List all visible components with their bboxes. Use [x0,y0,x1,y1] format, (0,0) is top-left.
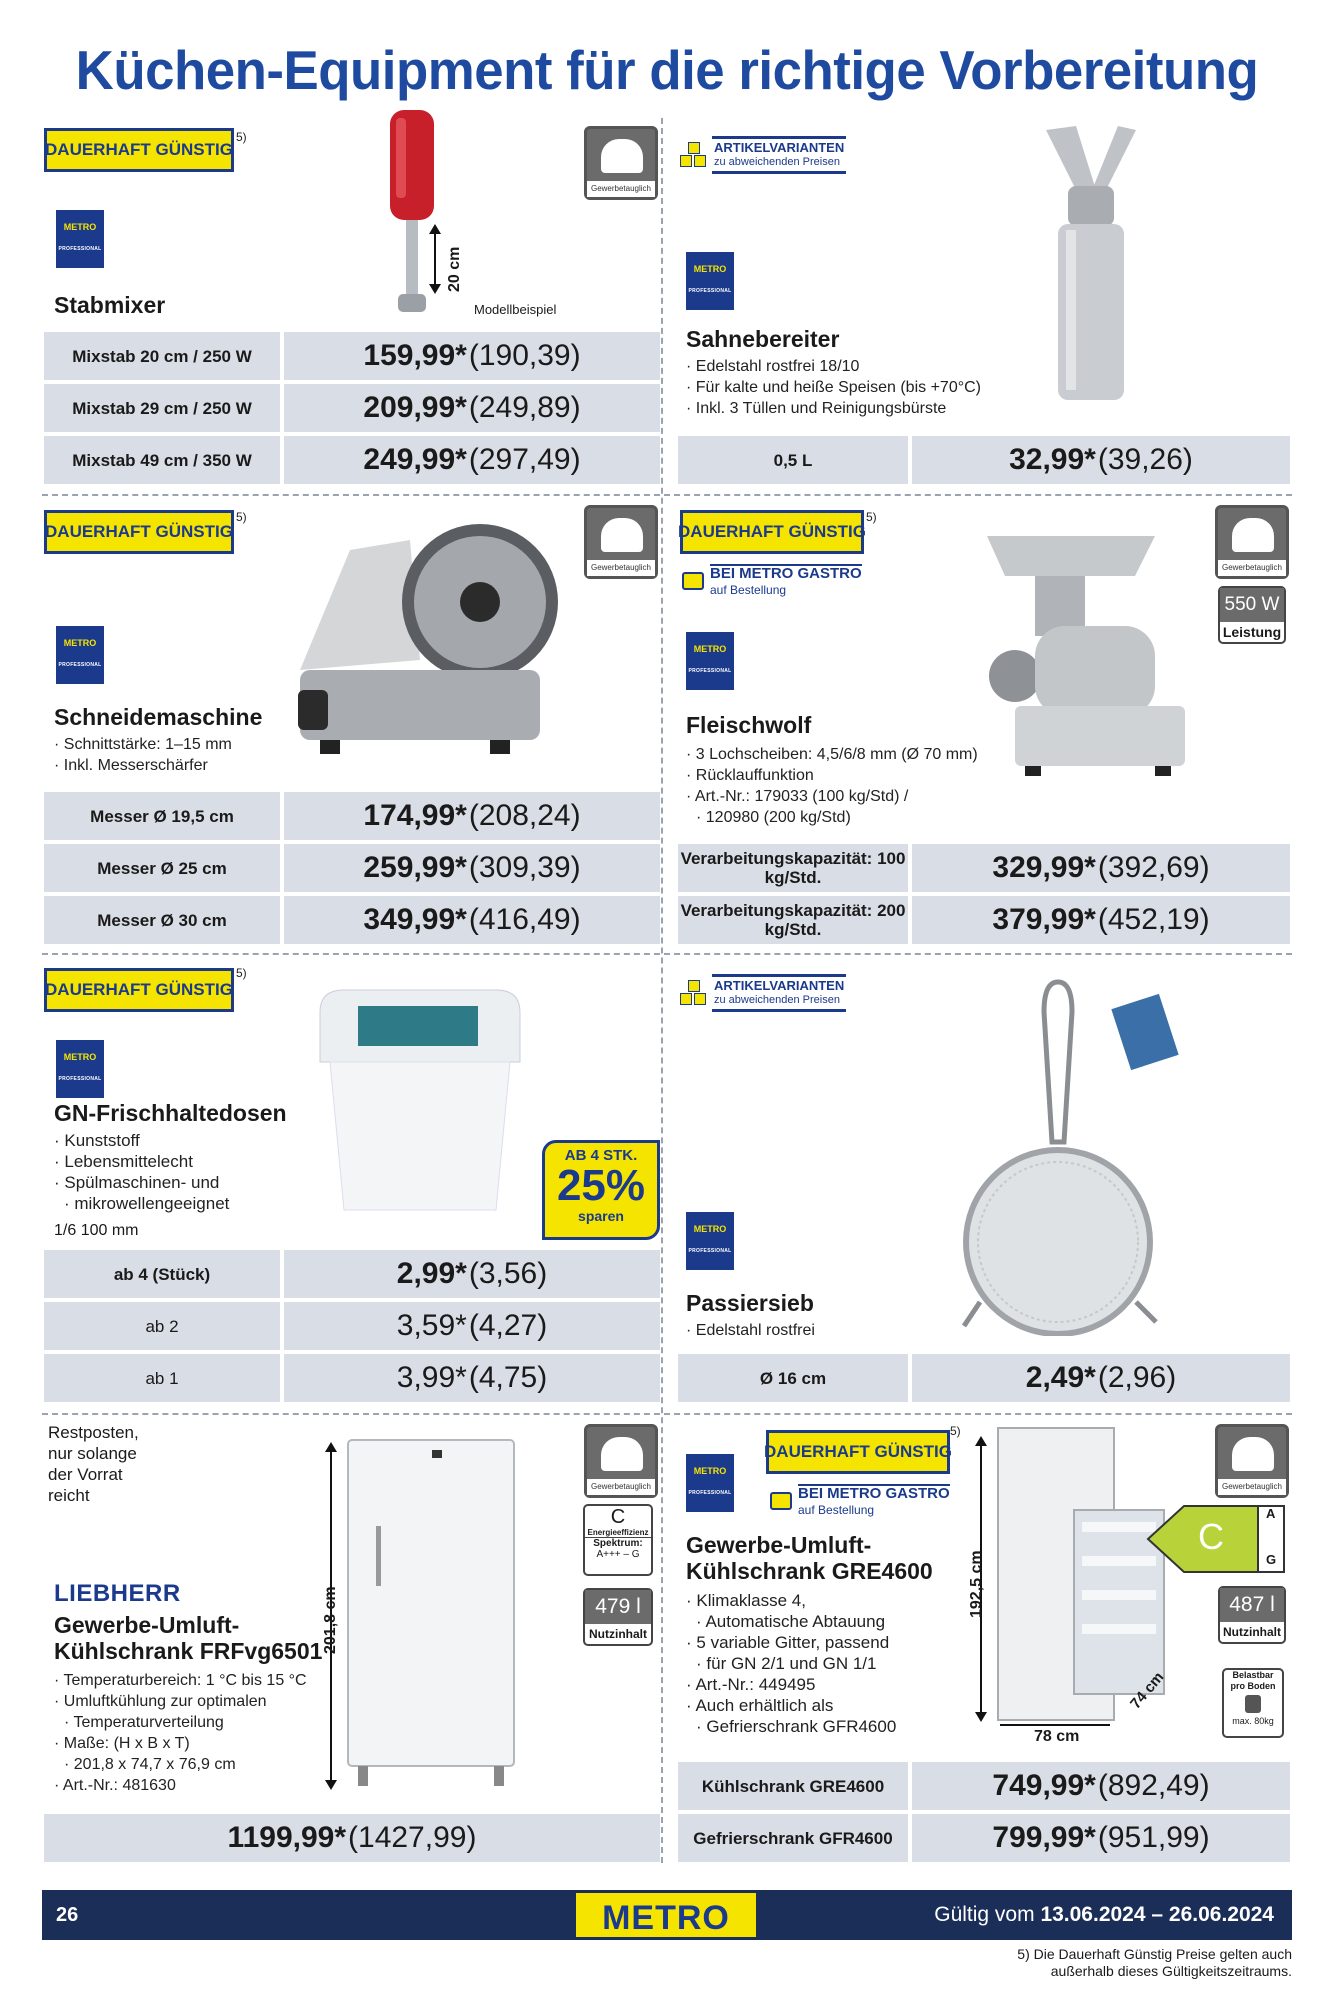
promo-badge: AB 4 STK. 25% sparen [542,1140,660,1240]
price-row: Mixstab 20 cm / 250 W 159,99* (190,39) [44,332,660,380]
price-row: Verarbeitungskapazität: 100 kg/Std. 329,99* (392,69) [678,844,1290,892]
chef-hat-icon [601,1437,643,1471]
gewerbetauglich-badge: Gewerbetauglich [584,126,658,200]
footnote-marker: 5) [236,510,247,524]
dauerhaft-guenstig-badge: DAUERHAFT GÜNSTIG [766,1430,950,1474]
liebherr-fridge-image [344,1436,520,1790]
dauerhaft-guenstig-badge: DAUERHAFT GÜNSTIG [44,128,234,172]
size-label: 1/6 100 mm [54,1222,139,1239]
bullet-list: · 3 Lochscheiben: 4,5/6/8 mm (Ø 70 mm) · Rücklauffunktion · Art.-Nr.: 179033 (100 kg/Std) / · 120980 (200 kg/Std) [686,744,978,828]
price-row: Verarbeitungskapazität: 200 kg/Std. 379,99* (452,19) [678,896,1290,944]
chat-bubble-icon [770,1492,792,1510]
energy-class-letter: C [1198,1516,1224,1557]
validity: Gültig vom 13.06.2024 – 26.06.2024 [934,1903,1274,1926]
depth-label: 74 cm [1127,1668,1168,1713]
footnote-marker: 5) [950,1424,961,1438]
gewerbetauglich-badge: Gewerbetauglich [1215,1424,1289,1498]
liebherr-logo: LIEBHERR [54,1580,181,1607]
footnote-marker: 5) [866,510,877,524]
price-row: Messer Ø 25 cm 259,99* (309,39) [44,844,660,892]
energy-top-label: A [1266,1506,1276,1521]
chat-bubble-icon [682,572,704,590]
row-divider-1 [42,494,1292,496]
bullet-list: · Edelstahl rostfrei 18/10 · Für kalte und heiße Speisen (bis +70°C) · Inkl. 3 Tüllen und Reinigungsbürste [686,356,981,419]
model-note: Modellbeispiel [474,302,557,317]
bullet-list: · Klimaklasse 4, · Automatische Abtauung · 5 variable Gitter, passend · für GN 2/1 und GN 1/1 · Art.-Nr.: 449495 · Auch erhältlich als · Gefrierschrank GFR4600 [686,1590,896,1737]
price-row: Mixstab 29 cm / 250 W 209,99* (249,89) [44,384,660,432]
height-ruler [434,228,436,290]
footer-note: 5) Die Dauerhaft Günstig Preise gelten auch außerhalb dieses Gültigkeitszeitraums. [1017,1946,1292,1979]
product-name: GN-Frischhaltedosen [54,1100,287,1126]
width-label: 78 cm [1034,1728,1080,1745]
price-row: Messer Ø 30 cm 349,99* (416,49) [44,896,660,944]
column-divider [661,118,663,1863]
chef-hat-icon [601,139,643,173]
bullet-list: · Schnittstärke: 1–15 mm · Inkl. Messerschärfer [54,734,232,776]
cubes-icon [680,980,708,1006]
metro-professional-logo: METRO PROFESSIONAL [686,252,734,310]
volume-badge: 487 l Nutzinhalt [1218,1586,1286,1644]
bullet-list: · Temperaturbereich: 1 °C bis 15 °C · Umluftkühlung zur optimalen · Temperaturverteilung · Maße: (H x B x T) · 201,8 x 74,7 x 76,9 cm · Art.-Nr.: 481630 [54,1670,307,1796]
row-divider-3 [42,1413,1292,1415]
price-row: Gefrierschrank GFR4600 799,99* (951,99) [678,1814,1290,1862]
product-name: Gewerbe-Umluft- Kühlschrank FRFvg6501 [54,1612,323,1664]
price-row: ab 2 3,59* (4,27) [44,1302,660,1350]
passiersieb-image [960,972,1200,1336]
power-badge: 550 W Leistung [1218,586,1286,644]
price-row: Ø 16 cm 2,49* (2,96) [678,1354,1290,1402]
load-badge: Belastbar pro Boden max. 80kg [1222,1668,1284,1738]
gewerbetauglich-badge: Gewerbetauglich [584,1424,658,1498]
dauerhaft-guenstig-badge: DAUERHAFT GÜNSTIG [680,510,864,554]
price-row: ab 4 (Stück) 2,99* (3,56) [44,1250,660,1298]
product-name: Passiersieb [686,1290,814,1316]
dauerhaft-guenstig-badge: DAUERHAFT GÜNSTIG [44,968,234,1012]
metro-professional-logo: METRO PROFESSIONAL [56,626,104,684]
page-title: Küchen-Equipment für die richtige Vorbereitung [75,39,1259,101]
page-number: 26 [56,1903,79,1926]
metro-logo: METRO [573,1890,759,1940]
product-name: Schneidemaschine [54,704,263,730]
price-row: 0,5 L 32,99* (39,26) [678,436,1290,484]
product-name: Sahnebereiter [686,326,840,352]
weight-icon [1245,1695,1261,1713]
bullet-list: · Kunststoff · Lebensmittelecht · Spülmaschinen- und · mikrowellengeeignet [54,1130,229,1214]
product-name: Fleischwolf [686,712,812,738]
metro-professional-logo: METRO PROFESSIONAL [686,632,734,690]
sahnebereiter-image [1036,120,1146,410]
schneidemaschine-image [290,520,570,770]
height-label: 201,8 cm [322,1586,339,1654]
footnote-marker: 5) [236,966,247,980]
bullet-list: · Edelstahl rostfrei [686,1320,815,1341]
price-row: Messer Ø 19,5 cm 174,99* (208,24) [44,792,660,840]
metro-professional-logo: METRO PROFESSIONAL [686,1212,734,1270]
cubes-icon [680,142,708,168]
width-ruler [1000,1724,1110,1726]
metro-professional-logo: METRO PROFESSIONAL [56,210,104,268]
metro-gastro-badge: BEI METRO GASTRO auf Bestellung [682,564,862,598]
artikelvarianten-badge: ARTIKELVARIANTEN zu abweichenden Preisen [680,136,846,174]
product-name: Stabmixer [54,292,166,318]
gewerbetauglich-badge: Gewerbetauglich [584,505,658,579]
price-row: Kühlschrank GRE4600 749,99* (892,49) [678,1762,1290,1810]
price-row: ab 1 3,99* (4,75) [44,1354,660,1402]
restposten-note: Restposten, nur solange der Vorrat reicht [48,1423,139,1505]
metro-professional-logo: METRO PROFESSIONAL [686,1454,734,1512]
chef-hat-icon [601,518,643,552]
volume-badge: 479 l Nutzinhalt [583,1588,653,1646]
metro-professional-logo: METRO PROFESSIONAL [56,1040,104,1098]
height-label: 20 cm [446,246,463,292]
price-row: Mixstab 49 cm / 350 W 249,99* (297,49) [44,436,660,484]
product-name: Gewerbe-Umluft- Kühlschrank GRE4600 [686,1532,933,1584]
energy-bottom-label: G [1266,1552,1277,1567]
chef-hat-icon [1232,1437,1274,1471]
metro-gastro-badge: BEI METRO GASTRO auf Bestellung [770,1484,950,1518]
price-row: 1199,99* (1427,99) [44,1814,660,1862]
fleischwolf-image [985,526,1205,786]
dauerhaft-guenstig-badge: DAUERHAFT GÜNSTIG [44,510,234,554]
chef-hat-icon [1232,518,1274,552]
row-divider-2 [42,953,1292,955]
energy-class-badge: C Energieeffizienz Spektrum: A+++ – G [583,1504,653,1576]
artikelvarianten-badge: ARTIKELVARIANTEN zu abweichenden Preisen [680,974,846,1012]
footnote-marker: 5) [236,130,247,144]
gewerbetauglich-badge: Gewerbetauglich [1215,505,1289,579]
height-label: 192,5 cm [968,1550,985,1618]
frischhaltedose-image [300,982,540,1222]
